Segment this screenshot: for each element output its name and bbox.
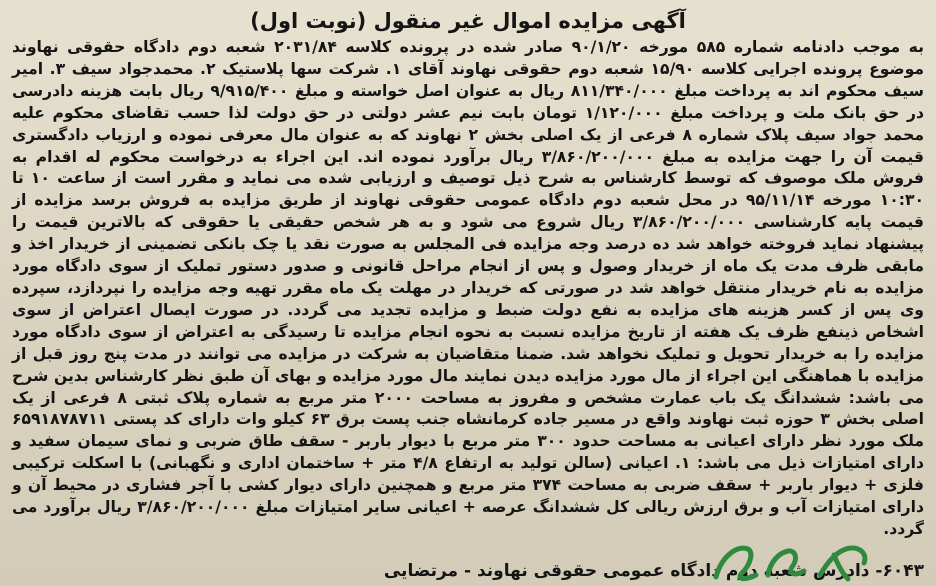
handwritten-number-mark (708, 535, 878, 585)
notice-title: آگهی مزایده اموال غیر منقول (نوبت اول) (250, 9, 686, 33)
notice-body: به موجب دادنامه شماره ۵۸۵ مورخه ۹۰/۱/۲۰ صادر شده در پرونده کلاسه ۲۰۳۱/۸۴ شعبه دوم دادگاه حقوقی نهاوند موضوع پرونده اجرایی کلاسه ۱۵/۹۰ شعبه دوم حقوقی نهاوند آقای ۱. شرکت سها پلاستیک ۲. محمدجواد سیف ۳. امیر سیف محکوم اند به پرداخت مبلغ ۸۱۱/۳۴۰/۰۰۰ ریال به عنوان اصل خواسته و مبلغ ۹/۹۱۵/۴۰۰ ریال بابت هزینه دادرسی در حق بانک ملت و پرداخت مبلغ ۱/۱۲۰/۰۰۰ تومان بابت نیم عشر دولتی در حق دولت لذا حسب تقاضای محکوم علیه محمد جواد سیف پلاک شماره ۸ فرعی از یک اصلی بخش ۲ نهاوند که به عنوان مال معرفی نموده و ارزیاب دادگستری قیمت آن را جهت مزایده به مبلغ ۳/۸۶۰/۲۰۰/۰۰۰ ریال برآورد نموده اند. این اجراء به درخواست محکوم له اقدام به فروش ملک موصوف که توسط کارشناس به شرح ذیل توصیف و ارزیابی شده می نماید و مقرر است از ساعت ۱۰ تا ۱۰:۳۰ مورخه ۹۵/۱۱/۱۴ در محل شعبه دوم دادگاه عمومی حقوقی نهاوند از طریق مزایده به فروش برسد مزایده از قیمت پایه کارشناسی ۳/۸۶۰/۲۰۰/۰۰۰ ریال شروع می شود و به هر شخص حقیقی یا حقوقی که بالاترین قیمت را پیشنهاد نماید فروخته خواهد شد ده درصد وجه مزایده فی المجلس به صورت نقد یا چک بانکی تضمینی از خریدار اخذ و مابقی ظرف مدت یک ماه از خریدار وصول و پس از انجام مراحل قانونی و صدور دستور تملیک از سوی دادگاه مورد مزایده به نام خریدار منتقل خواهد شد در صورتی که خریدار در مهلت یک ماه مقرر تهیه وجه مزایده را نپردازد، سپرده وی پس از کسر هزینه های مزایده به نفع دولت ضبط و مزایده تجدید می گردد. در صورت ایصال اعتراض از سوی اشخاص ذینفع ظرف یک هفته از تاریخ مزایده نسبت به نحوه انجام مزایده تا رسیدگی به اعتراض از سوی دادگاه مورد مزایده را به خریدار تحویل و تملیک نخواهد شد. ضمنا متقاضیان به شرکت در مزایده می توانند در مدت پنج روز قبل از مزایده با هماهنگی این اجراء از مال مورد مزایده دیدن نمایند مال مورد مزایده و بهای آن طبق نظر کارشناس بدین شرح می باشد: ششدانگ یک باب عمارت مشخص و مفروز به مساحت ۲۰۰۰ متر مربع به شماره پلاک ثبتی ۸ فرعی از یک اصلی بخش ۳ حوزه ثبت نهاوند واقع در مسیر جاده کرمانشاه جنب پست برق ۶۳ کیلو وات دارای کد پستی ۶۵۹۱۸۷۸۷۱۱ ملک مورد نظر دارای اعیانی به مساحت حدود ۳۰۰ متر مربع با دیوار باربر - سقف طاق ضربی و نمای سیمان سفید و دارای امتیازات ذیل می باشد: ۱. اعیانی (سالن تولید به ارتفاع ۴/۸ متر + ساختمان اداری و نگهبانی) با اسکلت ترکیبی فلزی + دیوار باربر + سقف ضربی به مساحت ۳۷۴ متر مربع و همچنین دارای دیوار کشی با آجر فشاری در محیط آن و دارای امتیازات آب و برق ارزش ریالی کل ششدانگ عرصه + اعیانی سایر امتیازات مبلغ ۳/۸۶۰/۲۰۰/۰۰۰ ریال برآورد می گردد. (12, 38, 925, 538)
notice-footer: ۶۰۴۳- دادرس شعبه دوم دادگاه عمومی حقوقی نهاوند - مرتضایی (383, 561, 924, 581)
